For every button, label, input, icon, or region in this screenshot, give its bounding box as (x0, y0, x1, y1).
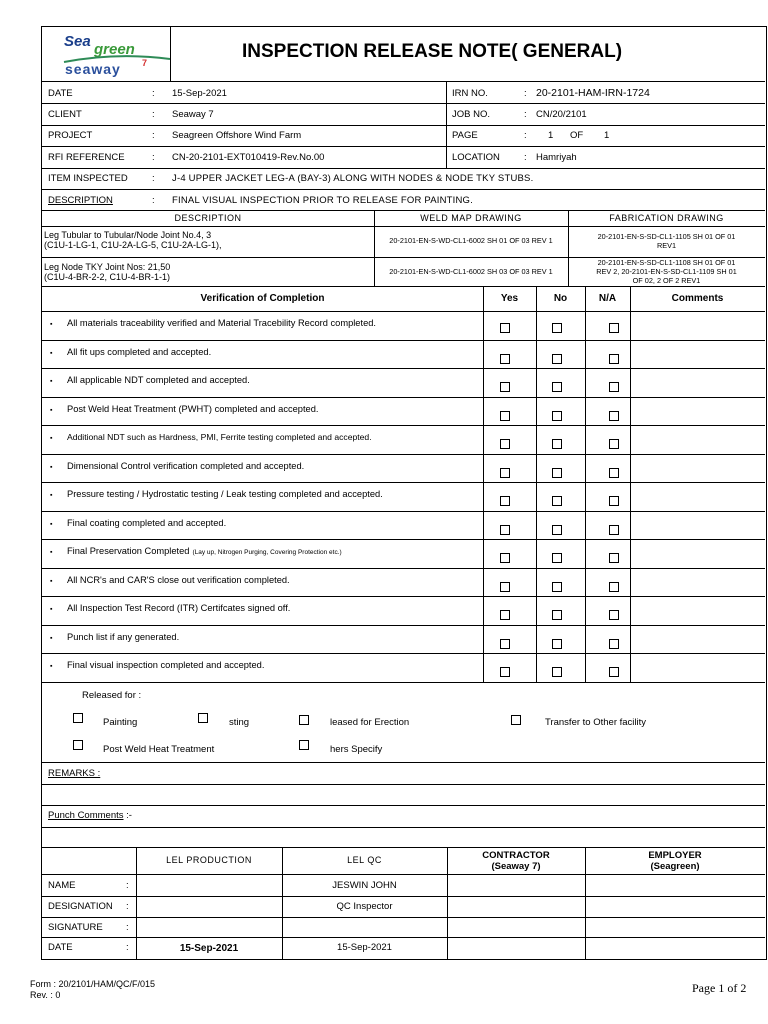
drawing-row-fab-line3: OF 02, 2 OF 2 REV1 (632, 276, 701, 285)
client-label: CLIENT (48, 109, 82, 120)
na-checkbox[interactable] (609, 382, 619, 392)
transfer-label: Transfer to Other facility (545, 717, 647, 728)
footer-revision: Rev. : 0 (30, 990, 61, 998)
na-checkbox[interactable] (609, 411, 619, 421)
drawing-row-desc-line1: Leg Tubular to Tubular/Node Joint No.4, 3 (44, 230, 212, 240)
painting-label: Painting (103, 717, 138, 728)
job-colon: : (524, 109, 527, 120)
location-label: LOCATION (452, 152, 500, 163)
verification-item (42, 568, 765, 597)
verification-item-label: All NCR's and CAR'S close out verification completed. (67, 575, 290, 585)
project-colon: : (152, 130, 155, 141)
yes-checkbox[interactable] (500, 639, 510, 649)
signoff-signature-colon: : (126, 922, 129, 933)
drawing-row-fab-line2: REV 2, 20-2101-EN-S-SD-CL1-1109 SH 01 (596, 267, 737, 276)
verification-item-label: All Inspection Test Record (ITR) Certifcates signed off. (67, 603, 291, 613)
verification-item-label: Additional NDT such as Hardness, PMI, Ferrite testing completed and accepted. (67, 432, 372, 442)
verification-item-label: Punch list if any generated. (67, 632, 180, 642)
bullet-icon: ▪ (50, 464, 53, 471)
no-checkbox[interactable] (552, 382, 562, 392)
page-number: 1 (548, 130, 554, 141)
remarks-label: REMARKS : (48, 768, 101, 779)
pwht-label: Post Weld Heat Treatment (103, 744, 215, 755)
drawings-header-weld-map: WELD MAP DRAWING (420, 213, 522, 223)
verification-item (42, 511, 765, 540)
drawings-header-description: DESCRIPTION (174, 213, 242, 223)
erection-label: leased for Erection (330, 717, 410, 728)
verification-item (42, 454, 765, 483)
na-checkbox[interactable] (609, 639, 619, 649)
column-comments: Comments (671, 293, 724, 304)
drawing-row-weld: 20-2101-EN-S-WD-CL1-6002 SH 01 OF 03 REV 1 (389, 236, 553, 245)
location-value: Hamriyah (536, 152, 577, 163)
column-yes: Yes (500, 293, 519, 304)
client-colon: : (152, 109, 155, 120)
no-checkbox[interactable] (552, 667, 562, 677)
drawing-row-weld: 20-2101-EN-S-WD-CL1-6002 SH 03 OF 03 REV 1 (389, 267, 553, 276)
na-checkbox[interactable] (609, 610, 619, 620)
project-value: Seagreen Offshore Wind Farm (172, 130, 302, 141)
rfi-colon: : (152, 152, 155, 163)
irn-value: 20-2101-HAM-IRN-1724 (536, 87, 650, 99)
client-value: Seaway 7 (172, 109, 214, 120)
verification-item-text (67, 404, 318, 414)
page-total: 1 (604, 130, 610, 141)
company-logo (62, 30, 172, 82)
bullet-icon: ▪ (50, 663, 53, 670)
others-label: hers Specify (330, 744, 383, 755)
signoff-date-label: DATE (48, 942, 73, 953)
verification-item (42, 625, 765, 654)
signoff-signature-label: SIGNATURE (48, 922, 103, 933)
description-value: FINAL VISUAL INSPECTION PRIOR TO RELEASE FOR PAINTING. (172, 195, 473, 206)
erection-checkbox[interactable] (299, 715, 309, 725)
na-checkbox[interactable] (609, 525, 619, 535)
painting-checkbox[interactable] (73, 713, 83, 723)
verification-item (42, 539, 765, 568)
logo-seaway-text: seaway (65, 61, 121, 77)
verification-item-note: (Lay up, Nitrogen Purging, Covering Protection etc.) (192, 549, 342, 556)
punch-comments-suffix: :- (123, 810, 132, 821)
verification-item-text (67, 660, 264, 670)
verification-item-text (67, 318, 376, 328)
no-checkbox[interactable] (552, 323, 562, 333)
verification-item (42, 311, 765, 340)
verification-item-label: Pressure testing / Hydrostatic testing / Leak testing completed and accepted. (67, 489, 383, 499)
signoff-name-qc: JESWIN JOHN (332, 880, 397, 891)
signoff-date-production: 15-Sep-2021 (179, 943, 239, 954)
item-inspected-colon: : (152, 173, 155, 184)
bullet-icon: ▪ (50, 549, 53, 556)
verification-item (42, 340, 765, 369)
signoff-date-colon: : (126, 942, 129, 953)
no-checkbox[interactable] (552, 411, 562, 421)
verification-item (42, 368, 765, 397)
no-checkbox[interactable] (552, 439, 562, 449)
verification-item-text (67, 375, 250, 385)
description-colon: : (152, 195, 155, 206)
drawing-row-fab-line1: 20-2101-EN-S-SD-CL1-1105 SH 01 OF 01 (597, 232, 736, 241)
yes-checkbox[interactable] (500, 382, 510, 392)
na-checkbox[interactable] (609, 496, 619, 506)
na-checkbox[interactable] (609, 553, 619, 563)
verification-item-label: All materials traceability verified and Material Tracebility Record completed. (67, 318, 376, 328)
drawing-row-fab-line1: 20-2101-EN-S-SD-CL1-1108 SH 01 OF 01 (597, 258, 736, 267)
na-checkbox[interactable] (609, 667, 619, 677)
project-label: PROJECT (48, 130, 93, 141)
verification-item (42, 397, 765, 426)
logo-green-text: green (94, 41, 135, 58)
verification-item-label: Final Preservation Completed (67, 546, 190, 556)
verification-item (42, 596, 765, 625)
na-checkbox[interactable] (609, 439, 619, 449)
no-checkbox[interactable] (552, 639, 562, 649)
no-checkbox[interactable] (552, 610, 562, 620)
drawing-row-desc-line2: (C1U-4-BR-2-2, C1U-4-BR-1-1) (44, 272, 171, 282)
signoff-header-lel-production: LEL PRODUCTION (166, 855, 252, 865)
bullet-icon: ▪ (50, 435, 53, 442)
no-checkbox[interactable] (552, 553, 562, 563)
item-inspected-label: ITEM INSPECTED (48, 173, 128, 184)
verification-item-label: All fit ups completed and accepted. (67, 347, 212, 357)
others-checkbox[interactable] (299, 740, 309, 750)
bullet-icon: ▪ (50, 321, 53, 328)
drawing-row-desc-line1: Leg Node TKY Joint Nos: 21,50 (44, 262, 171, 272)
signoff-designation-label: DESIGNATION (48, 901, 113, 912)
yes-checkbox[interactable] (500, 553, 510, 563)
job-value: CN/20/2101 (536, 109, 587, 120)
verification-item-label: Post Weld Heat Treatment (PWHT) completed and accepted. (67, 404, 319, 414)
verification-item-text (67, 575, 290, 585)
rfi-value: CN-20-2101-EXT010419-Rev.No.00 (172, 152, 325, 163)
signoff-header-contractor-sub: (Seaway 7) (491, 861, 541, 872)
item-inspected-value: J-4 UPPER JACKET LEG-A (BAY-3) ALONG WITH NODES & NODE TKY STUBS. (172, 173, 534, 184)
released-for-label: Released for : (82, 690, 142, 701)
signoff-header-contractor: CONTRACTOR (482, 850, 550, 861)
inspection-release-note-form (41, 26, 767, 960)
signoff-designation-colon: : (126, 901, 129, 912)
location-colon: : (524, 152, 527, 163)
column-na: N/A (598, 293, 617, 304)
signoff-header-employer-sub: (Seagreen) (650, 861, 700, 872)
yes-checkbox[interactable] (500, 411, 510, 421)
drawings-header-fabrication: FABRICATION DRAWING (609, 213, 724, 223)
verification-item-label: All applicable NDT completed and accepted. (67, 375, 250, 385)
bullet-icon: ▪ (50, 606, 53, 613)
date-colon: : (152, 88, 155, 99)
column-no: No (553, 293, 568, 304)
verification-title: Verification of Completion (200, 293, 325, 304)
verification-item-text (67, 632, 179, 642)
verification-item (42, 425, 765, 454)
no-checkbox[interactable] (552, 525, 562, 535)
logo-sea-text: Sea (64, 33, 91, 50)
signoff-designation-qc: QC Inspector (336, 901, 393, 912)
transfer-checkbox[interactable] (511, 715, 521, 725)
testing-checkbox[interactable] (198, 713, 208, 723)
yes-checkbox[interactable] (500, 439, 510, 449)
date-value: 15-Sep-2021 (172, 88, 227, 99)
drawing-row-desc-line2: (C1U-1-LG-1, C1U-2A-LG-5, C1U-2A-LG-1), (44, 240, 222, 250)
logo-seaway-sup: 7 (142, 58, 148, 68)
verification-item (42, 653, 765, 682)
page-of: OF (570, 130, 584, 141)
yes-checkbox[interactable] (500, 496, 510, 506)
bullet-icon: ▪ (50, 635, 53, 642)
verification-item (42, 482, 765, 511)
signoff-date-qc: 15-Sep-2021 (337, 942, 392, 953)
signoff-header-lel-qc: LEL QC (347, 855, 382, 865)
signoff-header-employer: EMPLOYER (648, 850, 702, 861)
irn-colon: : (524, 88, 527, 99)
irn-label: IRN NO. (452, 88, 488, 99)
bullet-icon: ▪ (50, 350, 53, 357)
pwht-checkbox[interactable] (73, 740, 83, 750)
yes-checkbox[interactable] (500, 468, 510, 478)
verification-item-label: Dimensional Control verification completed and accepted. (67, 461, 305, 471)
description-label: DESCRIPTION (48, 195, 113, 206)
date-label: DATE (48, 88, 73, 99)
signoff-name-colon: : (126, 880, 129, 891)
yes-checkbox[interactable] (500, 667, 510, 677)
verification-item-text (67, 518, 226, 528)
footer-page-number: Page 1 of 2 (692, 981, 747, 995)
no-checkbox[interactable] (552, 582, 562, 592)
yes-checkbox[interactable] (500, 610, 510, 620)
verification-item-text (67, 432, 372, 442)
page-colon: : (524, 130, 527, 141)
punch-comments-label (48, 810, 132, 821)
footer-form-number: Form : 20/2101/HAM/QC/F/015 (30, 979, 156, 989)
verification-item-text (67, 603, 290, 613)
rfi-label: RFI REFERENCE (48, 152, 125, 163)
verification-item-text (67, 489, 383, 499)
yes-checkbox[interactable] (500, 354, 510, 364)
verification-item-text (67, 546, 342, 556)
drawing-row-fab-line2: REV1 (656, 241, 677, 250)
na-checkbox[interactable] (609, 468, 619, 478)
na-checkbox[interactable] (609, 323, 619, 333)
yes-checkbox[interactable] (500, 582, 510, 592)
yes-checkbox[interactable] (500, 525, 510, 535)
na-checkbox[interactable] (609, 354, 619, 364)
form-title: INSPECTION RELEASE NOTE( GENERAL) (242, 41, 623, 62)
na-checkbox[interactable] (609, 582, 619, 592)
no-checkbox[interactable] (552, 496, 562, 506)
verification-item-text (67, 461, 304, 471)
no-checkbox[interactable] (552, 354, 562, 364)
punch-comments-text: Punch Comments (48, 810, 124, 821)
bullet-icon: ▪ (50, 521, 53, 528)
bullet-icon: ▪ (50, 378, 53, 385)
verification-item-label: Final coating completed and accepted. (67, 518, 227, 528)
yes-checkbox[interactable] (500, 323, 510, 333)
verification-item-label: Final visual inspection completed and accepted. (67, 660, 265, 670)
job-label: JOB NO. (452, 109, 491, 120)
signoff-name-label: NAME (48, 880, 76, 891)
verification-item-text (67, 347, 211, 357)
bullet-icon: ▪ (50, 492, 53, 499)
bullet-icon: ▪ (50, 407, 53, 414)
testing-label: sting (229, 717, 250, 728)
no-checkbox[interactable] (552, 468, 562, 478)
page-label: PAGE (452, 130, 478, 141)
bullet-icon: ▪ (50, 578, 53, 585)
